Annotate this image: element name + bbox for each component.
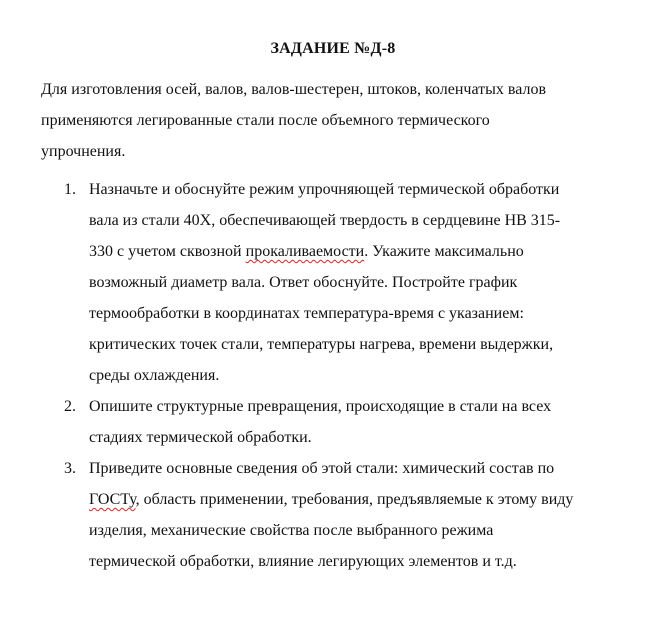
intro-paragraph (41, 74, 641, 167)
task-list (0, 174, 666, 577)
task-line: изделия, механические свойства после выбранного режима (89, 522, 494, 539)
task-item-2 (0, 391, 666, 453)
spellcheck-word[interactable]: ГОСТу (89, 491, 136, 508)
task-line-part: , область применении, требования, предъявляемые к этому виду (135, 491, 574, 508)
task-text (89, 174, 649, 391)
task-line: стадиях термической обработки. (89, 429, 312, 446)
intro-line: упрочнения. (41, 143, 126, 160)
task-line: вала из стали 40Х, обеспечивающей твердость в сердцевине НВ 315- (89, 212, 561, 229)
task-line (89, 484, 649, 515)
task-line: возможный диаметр вала. Ответ обоснуйте. Постройте график (89, 274, 518, 291)
task-line-part: . Укажите максимально (364, 243, 524, 260)
task-line: Приведите основные сведения об этой стали: химический состав по (89, 460, 555, 477)
spellcheck-word[interactable]: прокаливаемости (245, 243, 365, 260)
task-number: 1. (64, 181, 76, 198)
page-title: ЗАДАНИЕ №Д-8 (270, 40, 396, 57)
task-line: термообработки в координатах температура-время с указанием: (89, 305, 524, 322)
task-text (89, 453, 649, 577)
task-line: среды охлаждения. (89, 367, 220, 384)
task-item-3 (0, 453, 666, 577)
task-number: 3. (64, 460, 76, 477)
task-line: Назначьте и обоснуйте режим упрочняющей термической обработки (89, 181, 560, 198)
task-line-part: 330 с учетом сквозной (89, 243, 246, 260)
task-line: термической обработки, влияние легирующих элементов и т.д. (89, 553, 517, 570)
task-text (89, 391, 649, 453)
intro-line: применяются легированные стали после объемного термического (41, 112, 490, 129)
task-line: критических точек стали, температуры нагрева, времени выдержки, (89, 336, 554, 353)
task-number: 2. (64, 398, 76, 415)
task-item-1 (0, 174, 666, 391)
task-line: Опишите структурные превращения, происходящие в стали на всех (89, 398, 552, 415)
intro-line: Для изготовления осей, валов, валов-шестерен, штоков, коленчатых валов (41, 81, 547, 98)
task-line (89, 236, 649, 267)
